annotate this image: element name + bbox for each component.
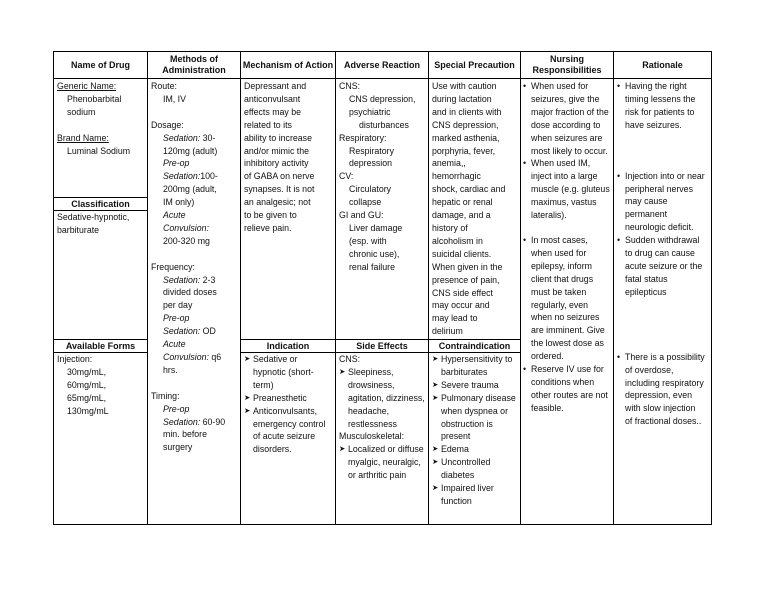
special-precaution-line: shock, cardiac and (432, 184, 506, 195)
frequency-line (151, 299, 239, 312)
adverse-line: CNS: (339, 81, 361, 91)
adverse-line: GI and GU: (339, 210, 384, 221)
mechanism-line: an analgesic; not (244, 197, 311, 208)
dosage-line (151, 132, 239, 145)
brand-name-value: Luminal Sodium (67, 145, 131, 156)
nursing-item: • Reserve IV use for conditions when other routes are not feasible. (523, 363, 611, 415)
frequency-label: Frequency: (151, 261, 196, 272)
form-item: 130mg/mL (67, 405, 109, 416)
adverse-reaction-cell (339, 80, 427, 274)
special-precaution-line: When given in the (432, 261, 503, 272)
dosage-line-text: 100- (200, 171, 218, 182)
frequency-line-italic: Acute (163, 339, 186, 350)
special-precaution-line: CNS depression, (432, 119, 499, 130)
side-effects-cns-list (339, 366, 426, 431)
special-precaution-line: presence of pain, (432, 274, 500, 285)
dosage-line-text: 200-320 mg (163, 235, 210, 246)
classification-value: barbiturate (57, 224, 100, 235)
dosage-line-italic: Acute (163, 210, 186, 221)
mechanism-line: of GABA on nerve (244, 171, 315, 182)
rationale-list (617, 80, 705, 428)
frequency-line (151, 312, 239, 325)
timing-line-italic: Sedation: (163, 416, 201, 427)
drug-name-cell (57, 80, 145, 157)
contraindication-header: Contraindication (438, 341, 511, 351)
dosage-line-italic: Sedation: (163, 171, 201, 182)
frequency-line-text: hrs. (163, 364, 178, 375)
available-forms-cell (57, 353, 145, 418)
header-name-of-drug: Name of Drug (70, 59, 130, 70)
indication-header: Indication (266, 341, 310, 351)
methods-cell (151, 80, 239, 454)
contraindication-list (432, 353, 519, 508)
indication-item: ➤ Preanesthetic (244, 392, 332, 405)
special-precaution-line: hepatic or renal (432, 197, 493, 208)
adverse-line: CV: (339, 171, 354, 182)
mechanism-line: to be given to (244, 210, 297, 221)
contraindication-item: ➤ Edema (432, 443, 519, 456)
forms-label: Injection: (57, 354, 93, 364)
dosage-line-italic: Sedation: (163, 132, 201, 143)
frequency-line-text: 2-3 (200, 274, 216, 285)
frequency-line-text: per day (163, 300, 193, 311)
contraindication-item: ➤ Severe trauma (432, 379, 519, 392)
indication-item: ➤ Sedative or hypnotic (short-term) (244, 353, 332, 392)
mechanism-line: anticonvulsant (244, 93, 301, 104)
frequency-line-italic: Sedation: (163, 274, 201, 285)
frequency-line (151, 351, 239, 364)
adverse-line: psychiatric (349, 106, 391, 117)
table-border-left (53, 51, 54, 525)
special-precaution-line: history of (432, 222, 468, 233)
dosage-line-italic: Convulsion: (163, 222, 209, 233)
dosage-line (151, 209, 239, 222)
dosage-line (151, 196, 239, 209)
adverse-line: Liver damage (349, 222, 403, 233)
generic-name-label: Generic Name: (57, 81, 117, 91)
indication-cell (244, 353, 332, 456)
contraindication-item: ➤ Impaired liver function (432, 482, 519, 508)
frequency-line (151, 274, 239, 287)
dosage-line-text: 200mg (adult, (163, 184, 217, 195)
dosage-line (151, 170, 239, 183)
frequency-line-italic: Pre-op (163, 313, 190, 324)
form-item: 30mg/mL, (67, 366, 107, 377)
mechanism-line: synapses. It is not (244, 184, 315, 195)
form-item: 65mg/mL, (67, 392, 107, 403)
timing-line-text: 60-90 (200, 416, 226, 427)
timing-line-text: min. before (163, 429, 208, 440)
frequency-line (151, 325, 239, 338)
mechanism-line: effects may be (244, 106, 302, 117)
mechanism-line: relieve pain. (244, 222, 292, 233)
timing-line-text: surgery (163, 442, 193, 453)
frequency-line (151, 286, 239, 299)
available-forms-header: Available Forms (65, 341, 136, 351)
adverse-line: Circulatory (349, 184, 392, 195)
rationale-item: • Having the right timing lessens the risk for patients to have seizures. (617, 80, 705, 132)
header-methods-of-administration: Methods of Administration (162, 54, 226, 75)
special-precaution-line: Use with caution (432, 81, 497, 91)
special-precaution-line: marked asthenia, (432, 132, 500, 143)
classification-value: Sedative-hypnotic, (57, 212, 130, 222)
mechanism-cell (244, 80, 334, 235)
side-effects-msk-label: Musculoskeletal: (339, 431, 405, 442)
special-precaution-cell (432, 80, 520, 338)
side-effects-msk-list (339, 443, 426, 482)
side-effects-cell (339, 353, 426, 482)
rationale-item: • There is a possibility of overdose, including respiratory depression, even with slow injection of fractional doses.. (617, 351, 705, 428)
side-effects-cns-label: CNS: (339, 354, 361, 364)
mechanism-line: Depressant and (244, 81, 307, 91)
mechanism-line: related to its (244, 119, 292, 130)
header-rationale: Rationale (642, 59, 683, 70)
timing-line-italic: Pre-op (163, 403, 190, 414)
timing-line (151, 441, 239, 454)
adverse-line: Respiratory (349, 145, 394, 156)
adverse-line: CNS depression, (349, 93, 416, 104)
col-divider-4 (428, 51, 429, 525)
special-precaution-line: suicidal clients. (432, 248, 492, 259)
special-precaution-line: during lactation (432, 93, 492, 104)
adverse-line: renal failure (349, 261, 395, 272)
dosage-line (151, 145, 239, 158)
adverse-line: collapse (349, 197, 382, 208)
contraindication-item: ➤ Hypersensitivity to barbiturates (432, 353, 519, 379)
nursing-list (523, 80, 611, 415)
adverse-line: chronic use), (349, 248, 400, 259)
indication-list (244, 353, 332, 456)
mechanism-line: ability to increase (244, 132, 312, 143)
col-divider-6 (613, 51, 614, 525)
timing-line (151, 416, 239, 429)
special-precaution-line: alcoholism in (432, 235, 483, 246)
special-precaution-line: may lead to (432, 313, 478, 324)
route-value: IM, IV (163, 93, 186, 104)
header-special-precaution: Special Precaution (434, 59, 515, 70)
adverse-line: (esp. with (349, 235, 387, 246)
dosage-list (151, 132, 239, 248)
dosage-label: Dosage: (151, 119, 184, 130)
mechanism-line: and/or mimic the (244, 145, 310, 156)
special-precaution-line: damage, and a (432, 210, 491, 221)
nursing-item: • When used for seizures, give the major fraction of the dose according to when seizures are most likely to occur. (523, 80, 611, 157)
dosage-line-text: 120mg (adult) (163, 145, 218, 156)
dosage-line (151, 222, 239, 235)
timing-label: Timing: (151, 390, 180, 401)
generic-name-value: Phenobarbital (67, 93, 122, 104)
frequency-list (151, 274, 239, 377)
adverse-line: Respiratory: (339, 132, 387, 143)
side-effects-header: Side Effects (356, 341, 408, 351)
mechanism-line: inhibitory activity (244, 158, 309, 169)
frequency-line-italic: Convulsion: (163, 352, 209, 362)
nursing-item: • In most cases, when used for epilepsy, inform client that drugs must be taken regularly, even when no seizures are imminent. Give the lowest dose as ordered. (523, 234, 611, 363)
special-precaution-line: porphyria, fever, (432, 145, 496, 156)
form-item: 60mg/mL, (67, 379, 107, 390)
special-precaution-line: may occur and (432, 300, 490, 311)
contraindication-cell (432, 353, 519, 508)
col-divider-2 (240, 51, 241, 525)
side-effect-item: ➤ Sleepiness, drowsiness, agitation, dizziness, headache, restlessness (339, 366, 426, 431)
generic-name-value: sodium (67, 106, 96, 117)
header-nursing-responsibilities: Nursing Responsibilities (532, 54, 602, 75)
route-label: Route: (151, 81, 177, 91)
side-effect-item: ➤ Localized or diffuse myalgic, neuralgic, or arthritic pain (339, 443, 426, 482)
header-adverse-reaction: Adverse Reaction (343, 59, 421, 70)
col-divider-5 (520, 51, 521, 525)
special-precaution-line: CNS side effect (432, 287, 493, 298)
dosage-line-italic: Pre-op (163, 158, 190, 169)
contraindication-item: ➤ Pulmonary disease when dyspnea or obstruction is present (432, 392, 519, 444)
timing-list (151, 403, 239, 455)
rationale-item: • Sudden withdrawal to drug can cause acute seizure or the fatal status epilepticus (617, 234, 705, 299)
col-divider-3 (335, 51, 336, 525)
nursing-cell (523, 80, 611, 415)
nursing-item: • When used IM, inject into a large muscle (e.g. gluteus maximus, vastus lateralis). (523, 157, 611, 222)
special-precaution-line: anemia,, (432, 158, 466, 169)
brand-name-label: Brand Name: (57, 132, 109, 143)
classification-header: Classification (71, 199, 130, 209)
frequency-line (151, 338, 239, 351)
col-divider-1 (147, 51, 148, 525)
dosage-line (151, 183, 239, 196)
frequency-line-text: divided doses (163, 287, 217, 298)
special-precaution-line: delirium (432, 326, 463, 337)
special-precaution-line: and in clients with (432, 106, 502, 117)
dosage-line-text: 30- (200, 132, 216, 143)
adverse-line: depression (349, 158, 393, 169)
dosage-line (151, 235, 239, 248)
frequency-line (151, 364, 239, 377)
rationale-item: • Injection into or near peripheral nerves may cause permanent neurologic deficit. (617, 170, 705, 235)
header-mechanism-of-action: Mechanism of Action (242, 59, 334, 70)
frequency-line-italic: Sedation: (163, 326, 201, 337)
special-precaution-line: hemorrhagic (432, 171, 481, 182)
frequency-line-text: q6 (208, 352, 222, 362)
dosage-line (151, 157, 239, 170)
indication-item: ➤ Anticonvulsants, emergency control of acute seizure disorders. (244, 405, 332, 457)
adverse-line: disturbances (359, 119, 409, 130)
dosage-line-text: IM only) (163, 197, 195, 208)
table-border-right (711, 51, 712, 525)
rationale-cell (617, 80, 705, 428)
classification-cell (57, 211, 145, 237)
timing-line (151, 428, 239, 441)
contraindication-item: ➤ Uncontrolled diabetes (432, 456, 519, 482)
frequency-line-text: OD (200, 326, 216, 337)
timing-line (151, 403, 239, 416)
